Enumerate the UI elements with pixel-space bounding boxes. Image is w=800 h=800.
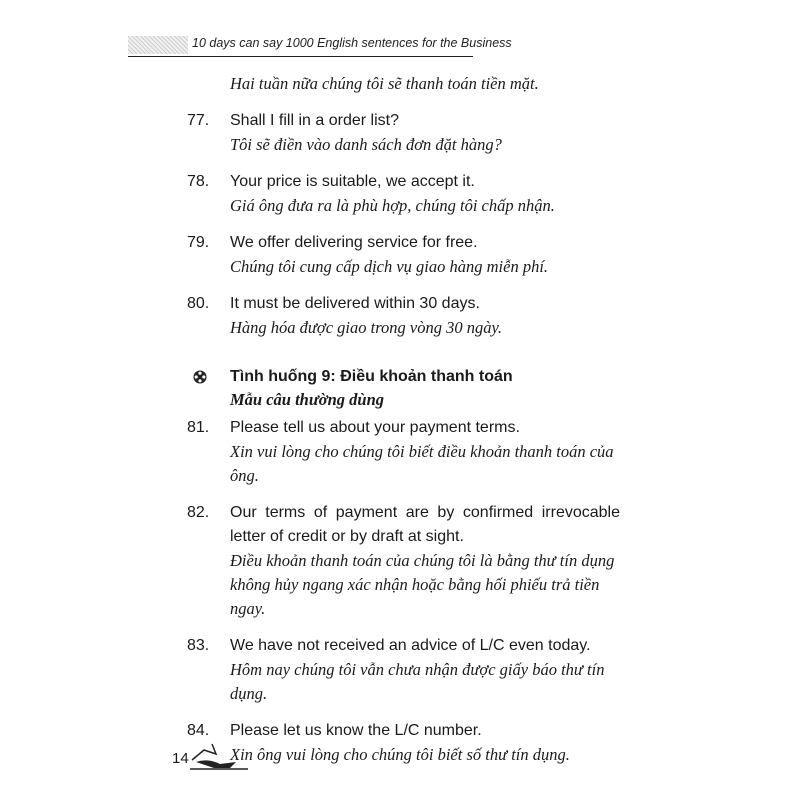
english-sentence: We have not received an advice of L/C even today. <box>230 637 591 654</box>
item-number: 84. <box>187 722 210 739</box>
sentence-item-80 <box>180 292 620 340</box>
english-sentence: Shall I fill in a order list? <box>230 112 399 129</box>
flower-bullet-icon <box>193 370 207 384</box>
header-shade-pattern <box>128 36 188 54</box>
running-figure-icon <box>190 738 250 770</box>
intro-translation: Hai tuần nữa chúng tôi sẽ thanh toán tiền mặt. <box>230 74 539 93</box>
page-footer <box>172 738 252 770</box>
section-title: Tình huống 9: Điều khoản thanh toán <box>230 368 513 385</box>
item-number: 77. <box>187 112 210 129</box>
item-number: 81. <box>187 419 210 436</box>
item-number: 79. <box>187 234 210 251</box>
running-header <box>128 34 512 57</box>
sentence-item-83 <box>180 634 620 706</box>
header-title: 10 days can say 1000 English sentences for the Business <box>192 36 512 50</box>
item-number: 80. <box>187 295 210 312</box>
english-sentence: Your price is suitable, we accept it. <box>230 173 475 190</box>
vietnamese-translation: Tôi sẽ điền vào danh sách đơn đặt hàng? <box>230 135 502 154</box>
vietnamese-translation: Chúng tôi cung cấp dịch vụ giao hàng miễn phí. <box>230 257 549 276</box>
item-number: 78. <box>187 173 210 190</box>
english-sentence: Please tell us about your payment terms. <box>230 419 520 436</box>
sentence-item-77 <box>180 109 620 157</box>
section-heading <box>180 366 620 412</box>
english-sentence: We offer delivering service for free. <box>230 234 478 251</box>
sentence-item-82 <box>180 501 620 621</box>
sentence-item-78 <box>180 170 620 218</box>
vietnamese-translation: Xin ông vui lòng cho chúng tôi biết số thư tín dụng. <box>230 745 570 764</box>
sentence-item-79 <box>180 231 620 279</box>
page-content <box>180 72 620 767</box>
vietnamese-translation: Xin vui lòng cho chúng tôi biết điều khoản thanh toán của ông. <box>230 442 614 485</box>
page-number: 14 <box>172 750 189 767</box>
item-number: 82. <box>187 504 210 521</box>
sentence-item-81 <box>180 416 620 488</box>
vietnamese-translation: Hôm nay chúng tôi vẫn chưa nhận được giấy báo thư tín dụng. <box>230 660 605 703</box>
section-subtitle: Mẫu câu thường dùng <box>230 390 385 409</box>
vietnamese-translation: Giá ông đưa ra là phù hợp, chúng tôi chấp nhận. <box>230 196 555 215</box>
english-sentence: It must be delivered within 30 days. <box>230 295 480 312</box>
english-sentence: Our terms of payment are by confirmed irrevocable letter of credit or by draft at sight. <box>230 504 620 545</box>
vietnamese-translation: Điều khoản thanh toán của chúng tôi là bằng thư tín dụng không hủy ngang xác nhận hoặc bằng hối phiếu trả tiền ngay. <box>230 551 615 618</box>
vietnamese-translation: Hàng hóa được giao trong vòng 30 ngày. <box>230 318 503 337</box>
english-sentence: Please let us know the L/C number. <box>230 722 482 739</box>
item-number: 83. <box>187 637 210 654</box>
